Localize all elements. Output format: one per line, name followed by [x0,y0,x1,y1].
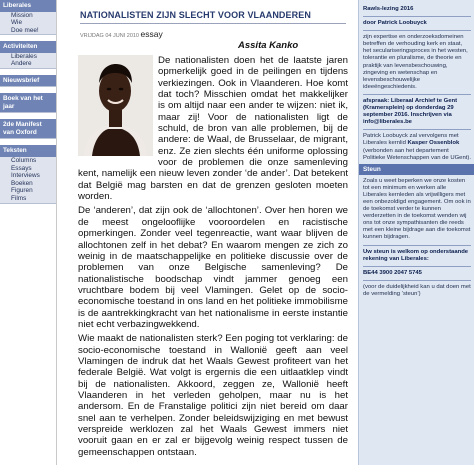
nav-item-figuren[interactable]: Figuren [11,187,33,195]
nav-item-wie[interactable]: Wie [11,19,23,27]
bank-account: BE44 3900 2047 5745 [363,269,422,276]
bio-text: Patrick Loobuyck zal vervolgens met Liberales kernlid Kasper Ossenblok (verbonden aan het departement Politieke Wetenschappen van de UGent). [363,133,471,161]
left-navigation [0,0,57,465]
rawls-title: Rawls-lezing 2016 [363,6,414,12]
rawls-text: zijn expertise en onderzoeksdomeinen betreffen de verhouding kerk en staat, het seculariseringsproces in het westen, tolerantie en pluralisme, de theorie en praktijk van levensbeschouwing, zingeving en wetenschap en levensbeschouwelijke ideeëngeschiedenis. [363,34,468,90]
article-date: VRIJDAG 04 JUNI 2010 [80,33,139,39]
nav-section-manifest [0,119,56,139]
article-author: Assita Kanko [238,40,299,51]
nav-heading-manifest-line1[interactable]: 2de Manifest [0,119,56,129]
rawls-divider-3 [363,94,471,95]
steun-divider [363,245,471,246]
nav-item-mission[interactable]: Mission [11,11,33,19]
nav-item-andere[interactable]: Andere [11,60,32,68]
nav-item-columns[interactable]: Columns [11,156,37,164]
nav-item-boeken[interactable]: Boeken [11,179,33,187]
article-dateline [80,29,163,39]
event-divider [363,129,471,130]
nav-item-liberales[interactable]: Liberales [11,52,37,60]
nav-heading-boek-line2[interactable]: jaar [0,103,56,113]
steun-block [359,178,474,298]
article-paragraph-2: De ‘anderen’, dat zijn ook de ‘allochtonen’. Over hen horen we de meest ongelooflijke vooroordelen en racistische opmerkingen. Zonder veel tegenreactie, want waar blijven de allochtonen zelf in het debat? En waarom mengen ze zich zo weinig in de maatschappelijke en politieke discussie over de problemen van onze Belgische samenleving? De nationalistische boodschap vindt jammer genoeg een vruchtbare bodem bij veel Vlamingen. Gelet op de socio-economische toestand in ons land en het politieke immobilisme is de aantrekkingkracht van het nationalisme in eerste instantie niet echt verbazingwekkend. [78,205,348,330]
nav-item-interviews[interactable]: Interviews [11,172,40,180]
nav-heading-activiteiten[interactable]: Activiteiten [0,41,56,53]
nav-heading-teksten[interactable]: Teksten [0,145,56,157]
steun-heading: Steun [359,164,474,175]
bio-name: Kasper Ossenblok [407,140,460,147]
rawls-divider [363,16,471,17]
rawls-block [359,0,474,162]
nav-section-boek [0,93,56,113]
article-paragraph-3: Wie maakt de nationalisten sterk? Een poging tot verklaring: de socio-economische toestand in Wallonië geeft aan veel Vlamingen de indruk dat het Waals Gewest profiteert van het federale België. Wat volgt is ergernis die een uitlaatklep vindt bij de nationalisten. Akkoord, zeggen ze, Wallonië heeft Vlaanderen in het verleden geholpen, maar nu is het andersom. En de Franstalige politici zijn niet bereid om daar snel aan te verhelpen. Zonder beleidswijziging en met bewust verspreide werklozen zal het Waals Gewest immers niet vooruit gaan en er zal er bijgevolg weinig respect tussen de gemeenschappen ontstaan. [78,333,348,458]
title-divider [80,23,346,24]
nav-item-doe-mee[interactable]: Doe mee! [11,26,39,34]
right-sidebar [358,0,474,465]
nav-heading-nieuwsbrief[interactable]: Nieuwsbrief [0,75,56,87]
steun-divider-2 [363,266,471,267]
nav-heading-manifest-line2[interactable]: van Oxford [0,129,56,139]
nav-section-nieuwsbrief [0,75,56,88]
article-paragraph-1: De nationalisten doen het de laatste jaren opmerkelijk goed in de peilingen en tijdens verkiezingen. Ook in Vlaanderen. Hoe komt dat toch? Misschien omdat het makkelijker is om altijd naar een ander te wijzen: niet ik, maar zij! Voor de nationalisten ligt de schuld, de bron van alle problemen, bij de andere: de Waal, de Brusselaar, de migrant, enz. Ze zien slechts één uniforme oplossing voor de problemen die onze samenleving kent, namelijk een nieuw leven zonder ‘de ander’. Dat betekent dat België mag barsten en dat de grenzen gesloten moeten worden. [78,55,348,203]
steun-call: Uw steun is welkom op onderstaande rekening van Liberales: [363,248,469,262]
event-details: afspraak: Liberaal Archief te Gent (Kramersplein) op donderdag 29 september 2016. Inschrijven via info@liberales.be [363,97,458,126]
nav-section-liberales [0,0,56,35]
steun-note: (voor de duidelijkheid kan u dat doen met de vermelding ‘steun’) [363,283,471,297]
article-body [78,55,348,461]
nav-section-activiteiten [0,41,56,69]
nav-heading-liberales[interactable]: Liberales [0,0,56,12]
nav-item-films[interactable]: Films [11,194,27,202]
article-title: NATIONALISTEN ZIJN SLECHT VOOR VLAANDEREN [80,10,311,20]
nav-section-teksten [0,145,56,203]
steun-text: Zoals u weet beperken we onze kosten tot een minimum en werken alle Liberales kernleden als vrijwilligers met een onbezoldigd engagement. Om ook in de toekomst verder te kunnen verderzetten in de toekomst wenden wij ons tot onze sympathisanten die reeds met een kleine bijdrage aan die toekomst kunnen bijdragen. [363,177,471,241]
steun-divider-3 [363,280,471,281]
rawls-author: door Patrick Loobuyck [363,20,427,27]
rawls-divider-2 [363,30,471,31]
nav-item-essays[interactable]: Essays [11,164,32,172]
photo-spacer [78,55,158,168]
nav-heading-boek-line1[interactable]: Boek van het [0,93,56,103]
article-category[interactable]: essay [140,29,163,39]
